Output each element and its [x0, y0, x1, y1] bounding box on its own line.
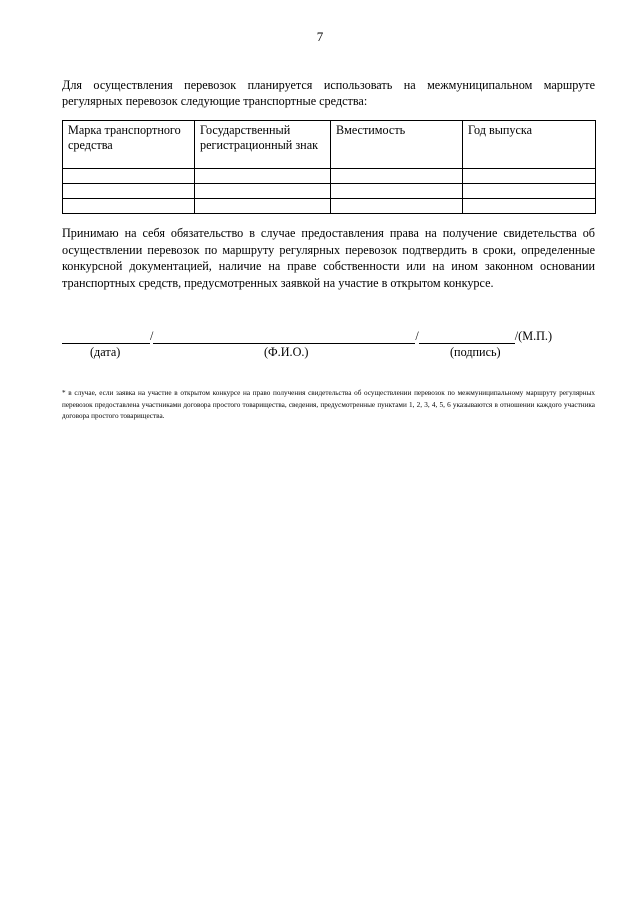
table-row	[63, 169, 596, 184]
signature-line	[62, 329, 595, 344]
table-cell	[331, 199, 463, 214]
header-cell-reg-number: Государственный регистрационный знак	[195, 121, 331, 169]
footnote: * в случае, если заявка на участие в открытом конкурсе на право получения свидетельства об осуществлении перевозок по межмуниципальному маршруту регулярных перевозок предоставлена участниками договора простого товарищества, сведения, предусмотренные пунктами 1, 2, 3, 4, 5, 6 указываются в отношении каждого участника договора простого товарищества.	[62, 389, 595, 420]
obligation-paragraph: Принимаю на себя обязательство в случае предоставления права на получение свидетельства об осуществлении перевозок по маршруту регулярных перевозок подтвердить в сроки, определенные конкурсной документацией, наличие на праве собственности или на ином законном основании транспортных средств, предусмотренных заявкой на участие в открытом конкурсе.	[62, 226, 595, 291]
separator: /	[415, 329, 419, 343]
separator: /	[150, 329, 154, 343]
vehicle-table	[62, 120, 596, 214]
table-cell	[195, 169, 331, 184]
name-blank	[153, 331, 415, 344]
table-cell	[195, 199, 331, 214]
stamp-label: /(М.П.)	[514, 329, 553, 343]
intro-paragraph: Для осуществления перевозок планируется использовать на межмуниципальном маршруте регулярных перевозок следующие транспортные средства:	[62, 78, 595, 108]
header-cell-year: Год выпуска	[463, 121, 596, 169]
table-cell	[463, 199, 596, 214]
page-number: 7	[316, 29, 324, 44]
sign-blank	[419, 331, 515, 344]
table-row	[63, 199, 596, 214]
table-row	[63, 184, 596, 199]
table-cell	[63, 169, 195, 184]
sign-caption: (подпись)	[450, 345, 501, 359]
date-caption: (дата)	[90, 345, 121, 359]
table-cell	[331, 169, 463, 184]
table-header-row	[63, 121, 596, 169]
table-cell	[195, 184, 331, 199]
table-cell	[331, 184, 463, 199]
table-cell	[463, 169, 596, 184]
table-cell	[63, 184, 195, 199]
header-cell-brand: Марка транспортного средства	[63, 121, 195, 169]
header-cell-capacity: Вместимость	[331, 121, 463, 169]
date-blank	[62, 331, 150, 344]
table-cell	[463, 184, 596, 199]
name-caption: (Ф.И.О.)	[264, 345, 309, 359]
table-cell	[63, 199, 195, 214]
